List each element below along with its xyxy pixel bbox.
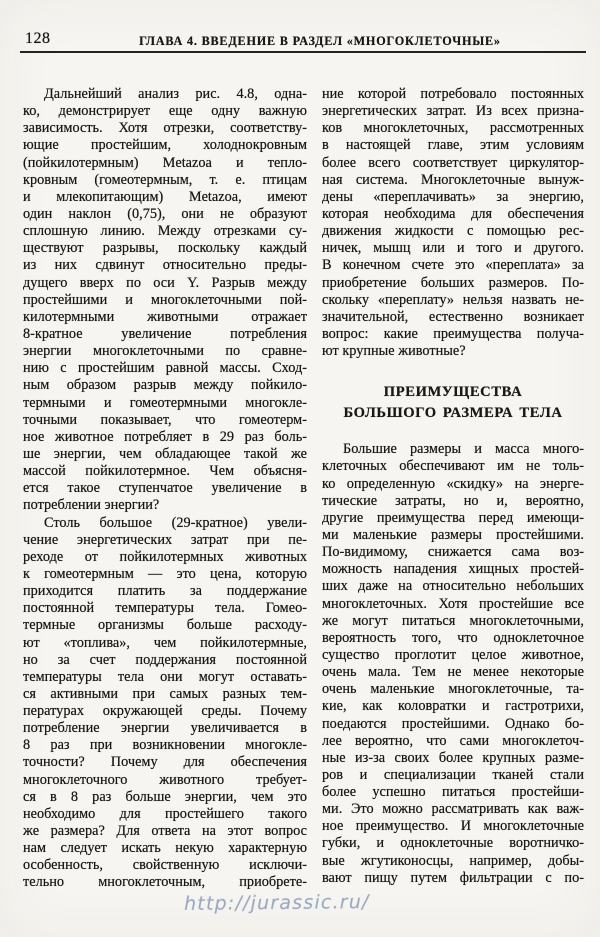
text-line: Большие размеры и масса много- bbox=[343, 441, 584, 458]
text-line: которая необходима для обеспечения bbox=[322, 205, 584, 222]
text-line: в настоящей главе, этим условиям bbox=[322, 137, 584, 154]
text-line: значительной, естественно возникает bbox=[322, 308, 584, 325]
text-line: приобретение больших размеров. По- bbox=[322, 274, 584, 291]
text-line: но за счет поддержания постоянной bbox=[23, 651, 307, 668]
text-line: ми. Это можно рассматривать как важ- bbox=[322, 801, 584, 818]
text-line: По-видимому, снижается сама воз- bbox=[322, 544, 584, 561]
text-line: Дальнейший анализ рис. 4.8, одна- bbox=[44, 86, 307, 102]
text-columns bbox=[23, 86, 584, 892]
paragraph bbox=[23, 86, 307, 515]
text-line: точности? Почему для обеспечения bbox=[23, 754, 307, 771]
text-line: один наклон (0,75), они не образуют bbox=[23, 205, 307, 222]
text-line: ся активными при самых разных тем- bbox=[23, 685, 307, 702]
text-line: дены «переплачивать» за энергию, bbox=[322, 188, 584, 205]
text-line: другие преимущества перед имеющи- bbox=[322, 509, 584, 526]
text-line: простейшими и многоклеточными пой- bbox=[23, 291, 307, 308]
text-line: существо проглотит целое животное, bbox=[322, 646, 584, 663]
text-line: потреблении энергии? bbox=[23, 497, 160, 514]
paragraph bbox=[23, 515, 307, 892]
text-line: чение энергетических затрат при пе- bbox=[23, 531, 307, 548]
text-line: к гомеотермным — это цена, которую bbox=[23, 565, 307, 582]
text-line: сплошную линию. Между отрезками су- bbox=[23, 223, 307, 240]
text-line: поедаются простейшими. Однако бо- bbox=[322, 715, 584, 732]
text-line: вают пищу путем фильтрации с по- bbox=[322, 869, 584, 886]
text-line: тические затраты, но и, вероятно, bbox=[322, 492, 584, 509]
text-line: очень мала. Тем не менее некоторые bbox=[322, 664, 584, 681]
text-line: скольку «переплату» нельзя назвать не- bbox=[322, 291, 584, 308]
text-line: движения жидкости с помощью рес- bbox=[322, 223, 584, 240]
text-line: клеточных обеспечивают им не толь- bbox=[322, 458, 584, 475]
text-line: очень маленькие многоклеточные, та- bbox=[322, 681, 584, 698]
text-line: нию с простейшим равной массы. Сход- bbox=[23, 360, 307, 377]
text-line: массой пойкилотермное. Чем объясня- bbox=[23, 463, 307, 480]
text-line: многоклеточных. Хотя простейшие все bbox=[322, 595, 584, 612]
text-line: особенность, свойственную исключи- bbox=[23, 857, 307, 874]
text-line: ным образом разрыв между пойкило- bbox=[23, 377, 307, 394]
text-line: ко, демонстрирует еще одну важную bbox=[23, 103, 307, 120]
section-heading bbox=[322, 382, 584, 424]
column-left bbox=[23, 86, 307, 892]
text-line: из них сдвинут относительно преды- bbox=[23, 257, 307, 274]
text-line: ние которой потребовало постоянных bbox=[322, 86, 584, 102]
text-line: нам следует искать некую характерную bbox=[23, 840, 307, 857]
heading-line: ПРЕИМУЩЕСТВА bbox=[383, 384, 523, 401]
column-right bbox=[322, 86, 584, 892]
text-line: В конечном счете это «переплата» за bbox=[322, 257, 584, 274]
text-line: ют крупные животные? bbox=[322, 343, 466, 360]
text-line: ше энергии, чем обладающее такой же bbox=[23, 445, 307, 462]
text-line: 8-кратное увеличение потребления bbox=[23, 325, 307, 342]
text-line: более всего соответствует циркулятор- bbox=[322, 154, 584, 171]
text-line: энергии многоклеточными по сравне- bbox=[23, 343, 307, 360]
text-line: ное преимущество. И многоклеточные bbox=[322, 818, 584, 835]
text-line: ся в 8 раз больше энергии, чем это bbox=[23, 788, 307, 805]
text-line: ми маленькие размеры простейшими. bbox=[322, 526, 584, 543]
text-line: реходе от пойкилотермных животных bbox=[23, 548, 307, 565]
text-line: ная система. Многоклеточные вынуж- bbox=[322, 171, 584, 188]
running-title: ГЛАВА 4. ВВЕДЕНИЕ В РАЗДЕЛ «МНОГОКЛЕТОЧНЫЕ» bbox=[139, 34, 501, 48]
text-line: вопрос: какие преимущества получа- bbox=[322, 325, 584, 342]
text-line: ется такое ступенчатое увеличение в bbox=[23, 480, 307, 497]
text-line: килотермными животными отражает bbox=[23, 308, 307, 325]
text-line: ществуют разрывы, поскольку каждый bbox=[23, 240, 307, 257]
page-number: 128 bbox=[25, 30, 51, 47]
text-line: кие, как коловратки и гастротрихи, bbox=[322, 698, 584, 715]
text-line: и млекопитающим) Metazoa, имеют bbox=[23, 188, 307, 205]
paragraph bbox=[322, 86, 584, 360]
watermark: http://jurassic.ru/ bbox=[183, 891, 370, 915]
paragraph bbox=[322, 441, 584, 887]
text-line: температуры тела они могут оставать- bbox=[23, 668, 307, 685]
text-line: тельно многоклеточным, приобрете- bbox=[23, 874, 307, 891]
text-line: ров и специализации тканей стали bbox=[322, 766, 584, 783]
text-line: точными показывает, что гомеотерм- bbox=[23, 411, 307, 428]
text-line: ют «топлива», чем пойкилотермные, bbox=[23, 634, 307, 651]
text-line: более успешно питаться простейши- bbox=[322, 784, 584, 801]
text-line: же могут питаться многоклеточными, bbox=[322, 612, 584, 629]
text-line: пературах окружающей среды. Почему bbox=[23, 703, 307, 720]
text-line: же размера? Для ответа на этот вопрос bbox=[23, 823, 307, 840]
text-line: ших даже на относительно небольших bbox=[322, 578, 584, 595]
text-line: термными и гомеотермными многокле- bbox=[23, 394, 307, 411]
text-line: можность нападения хищных простей- bbox=[322, 561, 584, 578]
text-line: ко определенную «скидку» на энерге- bbox=[322, 475, 584, 492]
text-line: потребление энергии увеличивается в bbox=[23, 720, 307, 737]
text-line: ничек, мышц или и того и другого. bbox=[322, 240, 584, 257]
text-line: ков многоклеточных, рассмотренных bbox=[322, 120, 584, 137]
text-line: зависимость. Хотя отрезки, соответству- bbox=[23, 120, 307, 137]
header-rule bbox=[20, 51, 586, 53]
text-line: энергетических затрат. Из всех призна- bbox=[322, 103, 584, 120]
text-line: ные из-за своих более крупных разме- bbox=[322, 749, 584, 766]
text-line: дущего вверх по оси Y. Разрыв между bbox=[23, 274, 307, 291]
text-line: Столь большое (29-кратное) увели- bbox=[44, 514, 307, 531]
text-line: (пойкилотермным) Metazoa и тепло- bbox=[23, 154, 307, 171]
text-line: кровным (гомеотермным, т. е. птицам bbox=[23, 171, 307, 188]
text-line: лее вероятно, что сами многоклеточ- bbox=[322, 732, 584, 749]
text-line: постоянной температуры тела. Гомео- bbox=[23, 600, 307, 617]
text-line: губки, и одноклеточные воротничко- bbox=[322, 835, 584, 852]
text-line: необходимо для простейшего такого bbox=[23, 805, 307, 822]
heading-line: БОЛЬШОГО РАЗМЕРА ТЕЛА bbox=[343, 405, 563, 422]
text-line: ное животное потребляет в 29 раз боль- bbox=[23, 428, 307, 445]
text-line: многоклеточного животного требует- bbox=[23, 771, 307, 788]
text-line: вероятность того, что одноклеточное bbox=[322, 629, 584, 646]
text-line: 8 раз при возникновении многокле- bbox=[23, 737, 307, 754]
text-line: ющие простейшим, холоднокровным bbox=[23, 137, 307, 154]
text-line: приходится платить за поддержание bbox=[23, 583, 307, 600]
text-line: вые жгутиконосцы, например, добы- bbox=[322, 852, 584, 869]
text-line: термные организмы больше расходу- bbox=[23, 617, 307, 634]
